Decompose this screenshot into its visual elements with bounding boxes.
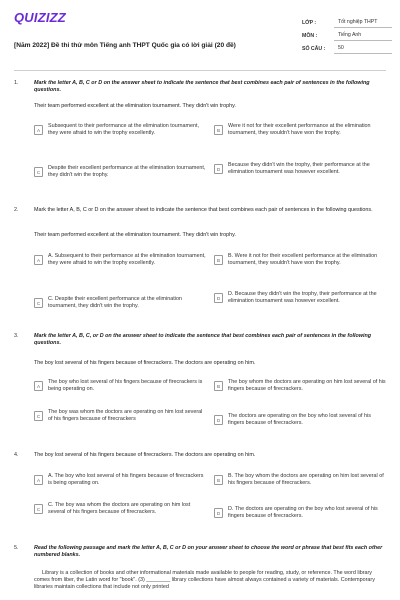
option-b[interactable] (214, 123, 388, 137)
option-letter-box: D (214, 164, 223, 174)
question-stem: Their team performed excellent at the elimination tournament. They didn't win trophy. (34, 232, 236, 238)
header-divider (14, 70, 386, 71)
option-d[interactable] (214, 506, 388, 520)
question-stem: The boy lost several of his fingers because of firecrackers. The doctors are operating on him. (34, 360, 256, 366)
option-letter-box: A (34, 475, 43, 485)
option-letter-box: C (34, 504, 43, 514)
option-c[interactable] (34, 296, 208, 310)
option-d[interactable] (214, 413, 388, 427)
option-d[interactable] (214, 291, 388, 305)
option-text: Subsequent to their performance at the elimination tournament, they were afraid to win the trophy excellently. (48, 123, 200, 137)
question-instruction: Mark the letter A, B, C, or D on the answer sheet to indicate the sentence that best combines each pair of sentences in the following questions. (34, 333, 372, 347)
option-letter-box: D (214, 293, 223, 303)
option-text: Despite their excellent performance at the elimination tournament, they didn't win the trophy. (48, 165, 206, 179)
option-text: B. The boy whom the doctors are operating on him lost several of his fingers because of firecrackers. (228, 473, 384, 487)
option-a[interactable] (34, 253, 208, 267)
option-text: B. Were it not for their excellent performance at the elimination tournament, they wouldn't have won the trophy. (228, 253, 378, 267)
option-letter-box: B (214, 381, 223, 391)
option-letter-box: A (34, 381, 43, 391)
option-c[interactable] (34, 409, 208, 423)
option-text: Were it not for their excellent performance at the elimination tournament, they wouldn't have won the trophy. (228, 123, 371, 137)
question-instruction: The boy lost several of his fingers because of firecrackers. The doctors are operating on him. (34, 452, 256, 458)
meta-value: 50 (334, 44, 392, 54)
question-instruction: Mark the letter A, B, C or D on the answer sheet to indicate the sentence that best combines each pair of sentences in the following questions. (34, 80, 370, 94)
meta-key: LỚP : (302, 19, 317, 26)
question-instruction: Mark the letter A, B, C or D on the answer sheet to indicate the sentence that best combines each pair of sentences in the following questions. (34, 207, 373, 213)
meta-key: MÔN : (302, 32, 318, 39)
option-d[interactable] (214, 162, 388, 176)
option-letter-box: B (214, 255, 223, 265)
question-5 (14, 545, 386, 600)
option-letter-box: B (214, 125, 223, 135)
option-text: The boy was whom the doctors are operating on him lost several of his fingers because of firecrackers (48, 409, 203, 423)
question-number: 5. (14, 545, 19, 551)
option-letter-box: A (34, 255, 43, 265)
meta-row-subject (302, 29, 392, 42)
option-letter-box: A (34, 125, 43, 135)
option-text: A. Subsequent to their performance at the elimination tournament, they were afraid to win the trophy excellently. (48, 253, 206, 267)
option-letter-box: C (34, 298, 43, 308)
document-title: [Năm 2022] Đề thi thử môn Tiếng anh THPT Quốc gia có lời giải (20 đề) (14, 42, 236, 49)
option-text: C. The boy was whom the doctors are operating on him lost several of his fingers because of firecrackers. (48, 502, 191, 516)
option-b[interactable] (214, 473, 388, 487)
option-letter-box: D (214, 415, 223, 425)
question-number: 3. (14, 333, 19, 339)
option-a[interactable] (34, 473, 208, 487)
meta-value: Tốt nghiệp THPT (334, 18, 392, 28)
option-a[interactable] (34, 379, 208, 393)
option-text: C. Despite their excellent performance at the elimination tournament, they didn't win the trophy. (48, 296, 182, 310)
question-instruction: Read the following passage and mark the letter A, B, C or D on your answer sheet to choose the word or phrase that best fits each other numbered blanks. (34, 545, 383, 559)
question-4 (14, 452, 386, 532)
question-1 (14, 80, 386, 192)
option-a[interactable] (34, 123, 208, 137)
meta-row-count (302, 42, 392, 55)
page-header (14, 10, 386, 62)
option-text: The boy whom the doctors are operating on him lost several of his fingers because of firecrackers. (228, 379, 386, 393)
option-c[interactable] (34, 502, 208, 516)
option-letter-box: C (34, 411, 43, 421)
option-b[interactable] (214, 379, 388, 393)
meta-key: SỐ CÂU : (302, 45, 326, 52)
question-number: 2. (14, 207, 19, 213)
option-text: The doctors are operating on the boy who lost several of his fingers because of firecrackers. (228, 413, 371, 427)
option-text: The boy who lost several of his fingers because of firecrackers is being operating on. (48, 379, 203, 393)
option-c[interactable] (34, 165, 208, 179)
option-letter-box: D (214, 508, 223, 518)
option-letter-box: C (34, 167, 43, 177)
option-text: D. The doctors are operating on the boy who lost several of his fingers because of firecrackers. (228, 506, 378, 520)
option-letter-box: B (214, 475, 223, 485)
option-b[interactable] (214, 253, 388, 267)
option-text: D. Because they didn't win the trophy, their performance at the elimination tournament was however excellent. (228, 291, 377, 305)
option-text: A. The boy who lost several of his fingers because of firecrackers is being operating on. (48, 473, 204, 487)
reading-passage: Library is a collection of books and other informational materials made available to people for reading, study, or reference. The word library comes from liber, the Latin word for "book". (3) ________ library collections have almost always contained a variety of materials. Contemporary libraries maintain collections that include not only printed (34, 570, 375, 591)
question-stem: Their team performed excellent at the elimination tournament. They didn't win trophy. (34, 103, 236, 109)
question-2 (14, 207, 386, 319)
option-text: Because they didn't win the trophy, their performance at the elimination tournament was however excellent. (228, 162, 370, 176)
meta-row-class (302, 16, 392, 29)
question-3 (14, 333, 386, 438)
meta-value: Tiếng Anh (334, 31, 392, 41)
meta-table (302, 16, 392, 55)
quizizz-logo: QUIZIZZ (14, 10, 66, 25)
question-number: 1. (14, 80, 19, 86)
question-number: 4. (14, 452, 19, 458)
